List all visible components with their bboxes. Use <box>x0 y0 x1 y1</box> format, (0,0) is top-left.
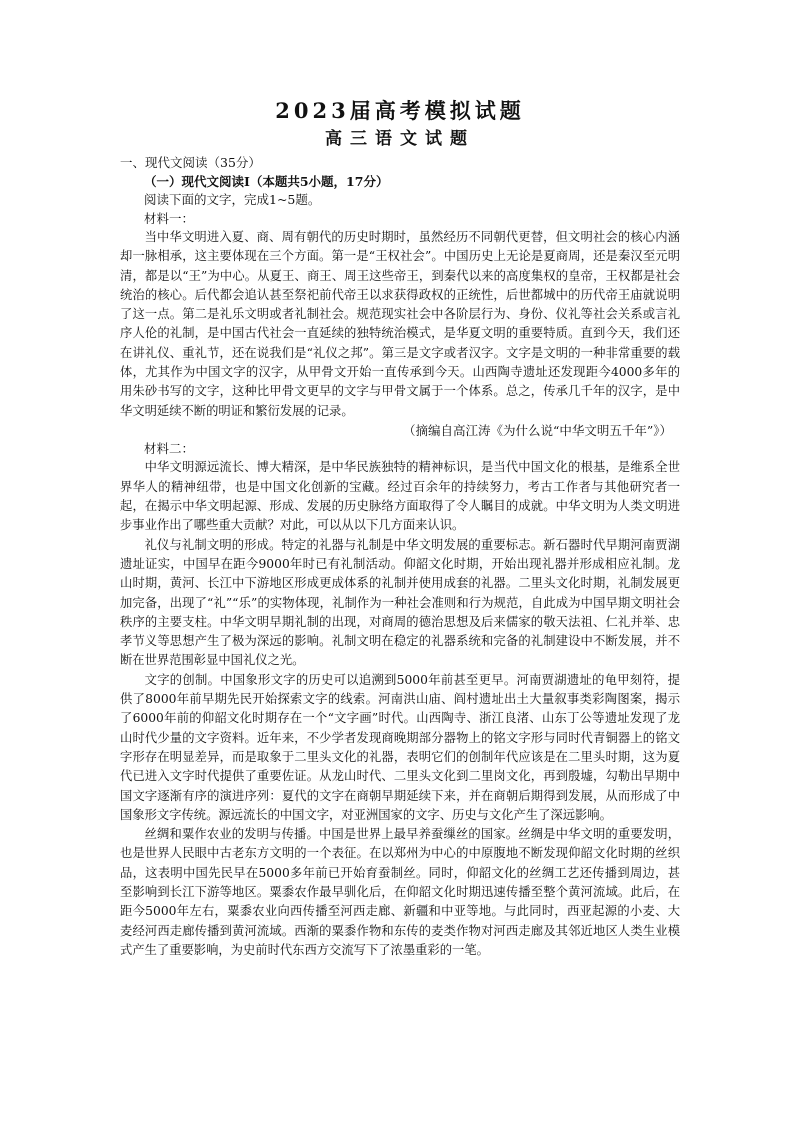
section-heading: 一、现代文阅读（35分） <box>120 155 261 170</box>
instruction: 阅读下面的文字，完成1~5题。 <box>144 192 321 207</box>
material1-source: （摘编自高江涛《为什么说“中华文明五千年”》） <box>402 422 672 438</box>
material2-paragraph-2: 礼仪与礼制文明的形成。特定的礼器与礼制是中华文明发展的重要标志。新石器时代早期河南贾湖遗址证实，中国早在距今9000年时已有礼制活动。仰韶文化时期，开始出现礼器并形成相应礼制。龙山时期，黄河、长江中下游地区形成更成体系的礼制并使用成套的礼器。二里头文化时期，礼制发展更加完备，出现了“礼”“乐”的实物体现，礼制作为一种社会准则和行为规范，自此成为中国早期文明社会秩序的主要支柱。中华文明早期礼制的出现，对商周的德治思想及后来儒家的敬天法祖、仁礼并举、忠孝节义等思想产生了极为深远的影响。礼制文明在稳定的礼器系统和完备的礼制建设中不断发展，并不断在世界范围彰显中国礼仪之光。 <box>120 537 680 668</box>
exam-page <box>120 96 680 960</box>
material2-paragraph-4: 丝绸和粟作农业的发明与传播。中国是世界上最早养蚕缫丝的国家。丝绸是中华文明的重要发明，也是世界人民眼中古老东方文明的一个表征。在以郑州为中心的中原腹地不断发现仰韶文化时期的丝织品，这表明中国先民早在5000多年前已开始育蚕制丝。同时，仰韶文化的丝绸工艺还传播到周边，甚至影响到长江下游等地区。粟黍农作最早驯化后，在仰韶文化时期迅速传播至整个黄河流域。此后，在距今5000年左右，粟黍农业向西传播至河西走廊、新疆和中亚等地。与此同时，西亚起源的小麦、大麦经河西走廊传播到黄河流域。西渐的粟黍作物和东传的麦类作物对河西走廊及其邻近地区人类生业模式产生了重要影响，为史前时代东西方交流写下了浓墨重彩的一笔。 <box>120 827 680 957</box>
part-heading: （一）现代文阅读Ⅰ（本题共5小题，17分） <box>144 173 389 189</box>
material2-paragraph-1: 中华文明源远流长、博大精深，是中华民族独特的精神标识，是当代中国文化的根基，是维系全世界华人的精神纽带，也是中国文化创新的宝藏。经过百余年的持续努力，考古工作者与其他研究者一起，在揭示中华文明起源、形成、发展的历史脉络方面取得了令人瞩目的成就。中华文明为人类文明进步事业作出了哪些重大贡献？对此，可以从以下几方面来认识。 <box>120 460 680 533</box>
exam-title: 2023届高考模拟试题 <box>275 98 525 123</box>
exam-subtitle: 高三语文试题 <box>325 129 475 149</box>
material1-paragraph: 当中华文明进入夏、商、周有朝代的历史时期时，虽然经历不同朝代更替，但文明社会的核心内涵却一脉相承，这主要体现在三个方面。第一是“王权社会”。中国历史上无论是夏商周，还是秦汉至元明清，都是以“王”为中心。从夏王、商王、周王这些帝王，到秦代以来的高度集权的皇帝，王权都是社会统治的核心。后代都会追认甚至祭祀前代帝王以求获得政权的正统性，后世都城中的历代帝王庙就说明了这一点。第二是礼乐文明或者礼制社会。规范现实社会中各阶层行为、身份、仪礼等社会关系或言礼序人伦的礼制，是中国古代社会一直延续的独特统治模式，是华夏文明的重要特质。直到今天，我们还在讲礼仪、重礼节，还在说我们是“礼仪之邦”。第三是文字或者汉字。文字是文明的一种非常重要的载体，尤其作为中国文字的汉字，从甲骨文开始一直传承到今天。山西陶寺遗址还发现距今4000多年的用朱砂书写的文字，这种比甲骨文更早的文字与甲骨文属于一个体系。总之，传承几千年的汉字，是中华文明延续不断的明证和繁衍发展的记录。 <box>120 230 680 418</box>
material1-label: 材料一： <box>144 210 195 226</box>
material2-label: 材料二： <box>144 440 195 456</box>
material2-paragraph-3: 文字的创制。中国象形文字的历史可以追溯到5000年前甚至更早。河南贾湖遗址的龟甲刻符，提供了8000年前早期先民开始探索文字的线索。河南洪山庙、阎村遗址出土大量叙事类彩陶图案，揭示了6000年前的仰韶文化时期存在一个“文字画”时代。山西陶寺、浙江良渚、山东丁公等遗址发现了龙山时代少量的文字资料。近年来，不少学者发现商晚期部分器物上的铭文字形与同时代青铜器上的铭文字形存在明显差异，而是取象于二里头文化的礼器，表明它们的创制年代应该是在二里头时期，这为夏代已进入文字时代提供了重要佐证。从龙山时代、二里头文化到二里岗文化，再到殷墟，勾勒出早期中国文字逐渐有序的演进序列：夏代的文字在商朝早期延续下来，并在商朝后期得到发展，从而形成了中国象形文字传统。源远流长的中国文字，对亚洲国家的文字、历史与文化产生了深远影响。 <box>120 672 680 822</box>
